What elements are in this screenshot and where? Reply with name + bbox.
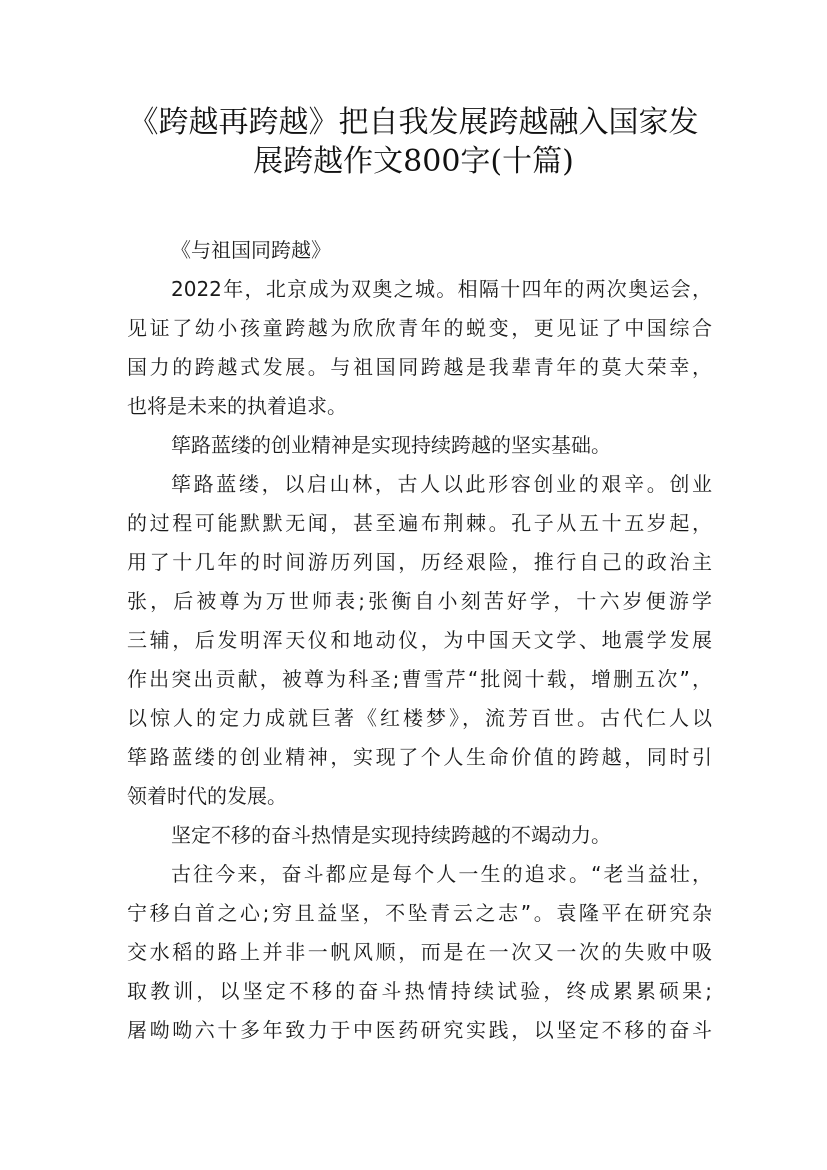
text-line: 筚路蓝缕，以启山林，古人以此形容创业的艰辛。创业 [171, 472, 712, 496]
text-line: 作出突出贡献，被尊为科圣;曹雪芹“批阅十载，增删五次”， [127, 667, 712, 691]
text-line: 交水稻的路上并非一帆风顺，而是在一次又一次的失败中吸 [127, 940, 712, 964]
text-line: 坚定不移的奋斗热情是实现持续跨越的不竭动力。 [171, 823, 611, 847]
text-line: 取教训，以坚定不移的奋斗热情持续试验，终成累累硕果; [127, 979, 712, 1003]
text-line: 2022年，北京成为双奥之城。相隔十四年的两次奥运会， [171, 277, 712, 301]
text-line: 的过程可能默默无闻，甚至遍布荆棘。孔子从五十五岁起， [127, 511, 712, 535]
article-body [127, 231, 712, 1050]
document-title [100, 98, 727, 179]
text-line: 见证了幼小孩童跨越为欣欣青年的蜕变，更见证了中国综合 [127, 316, 712, 340]
text-line: 以惊人的定力成就巨著《红楼梦》，流芳百世。古代仁人以 [127, 706, 712, 730]
text-line: 也将是未来的执着追求。 [127, 394, 347, 418]
text-line: 屠呦呦六十多年致力于中医药研究实践，以坚定不移的奋斗 [127, 1018, 712, 1042]
section-heading: 《与祖国同跨越》 [171, 238, 331, 262]
text-line: 国力的跨越式发展。与祖国同跨越是我辈青年的莫大荣幸， [127, 355, 712, 379]
text-line: 张，后被尊为万世师表;张衡自小刻苦好学，十六岁便游学 [127, 589, 712, 613]
text-line: 宁移白首之心;穷且益坚，不坠青云之志”。袁隆平在研究杂 [127, 901, 712, 925]
title-line: 展跨越作文800字(十篇) [253, 144, 574, 179]
text-line: 用了十几年的时间游历列国，历经艰险，推行自己的政治主 [127, 550, 712, 574]
text-line: 古往今来，奋斗都应是每个人一生的追求。“老当益壮， [171, 862, 712, 886]
text-line: 三辅，后发明浑天仪和地动仪，为中国天文学、地震学发展 [127, 628, 712, 652]
text-line: 领着时代的发展。 [127, 784, 287, 808]
title-line: 《跨越再跨越》把自我发展跨越融入国家发 [128, 105, 699, 140]
text-line: 筚路蓝缕的创业精神，实现了个人生命价值的跨越，同时引 [127, 745, 712, 769]
text-line: 筚路蓝缕的创业精神是实现持续跨越的坚实基础。 [171, 433, 611, 457]
